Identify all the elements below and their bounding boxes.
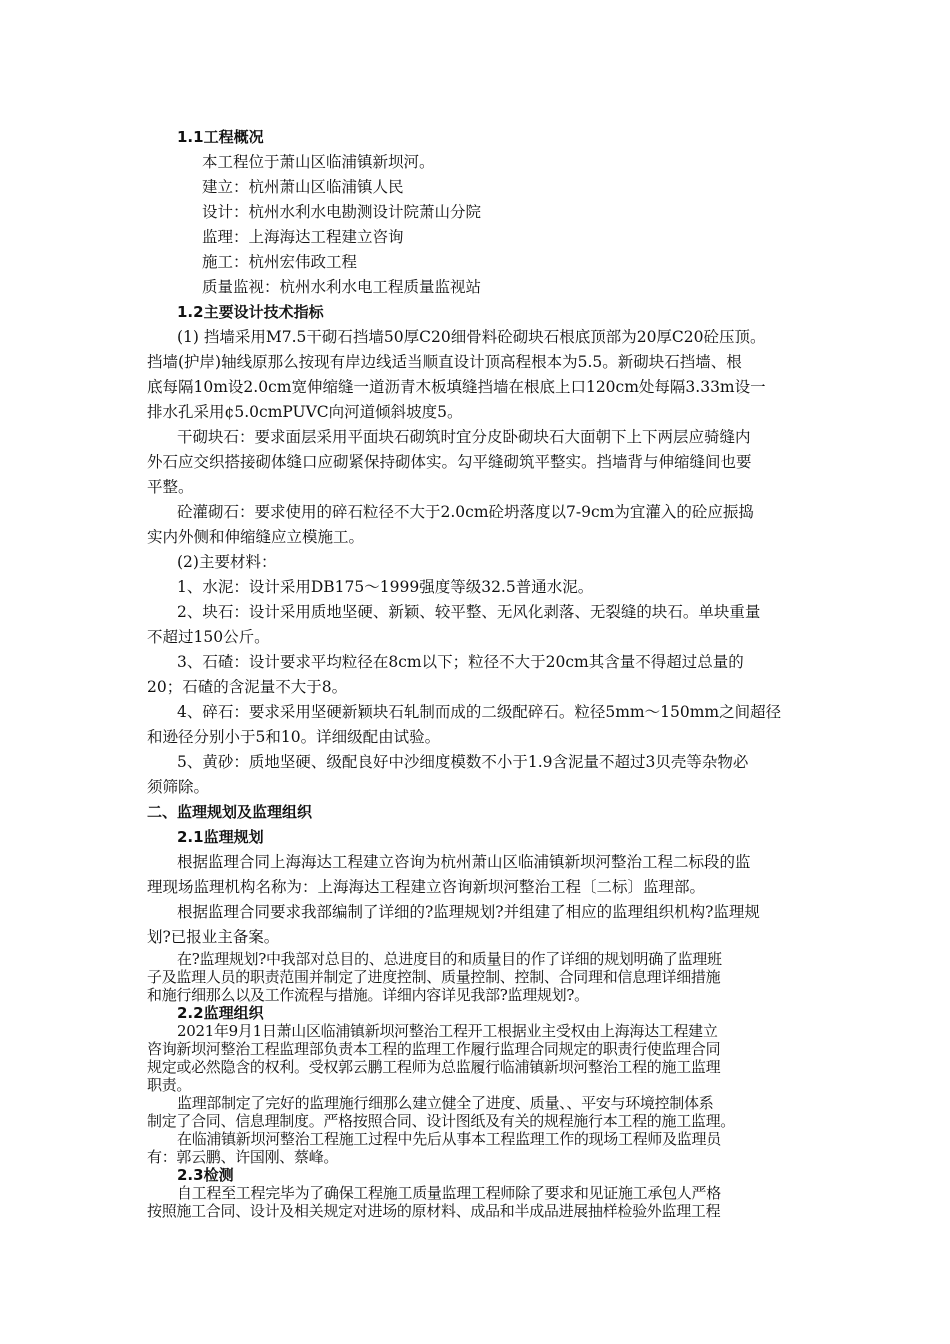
text-line: 2、块石：设计采用质地坚硬、新颖、较平整、无风化剥落、无裂缝的块石。单块重量 — [177, 603, 761, 621]
text-line: 3、石碴：设计要求平均粒径在8cm以下；粒径不大于20cm其含量不得超过总量的 — [177, 653, 744, 671]
text-line: 不超过150公斤。 — [147, 628, 270, 646]
text-line: 底每隔10m设2.0cm宽伸缩缝一道沥青木板填缝挡墙在根底上口120cm处每隔3.33m设一 — [147, 378, 766, 396]
text-line: 本工程位于萧山区临浦镇新坝河。 — [202, 153, 435, 171]
text-line: 施工：杭州宏伟政工程 — [202, 253, 358, 271]
text-line: 4、碎石：要求采用坚硬新颖块石轧制而成的二级配碎石。粒径5mm～150mm之间超径 — [177, 703, 782, 721]
text-line: 排水孔采用¢5.0cmPUVC向河道倾斜坡度5。 — [147, 403, 463, 421]
text-line: 干砌块石：要求面层采用平面块石砌筑时宜分皮卧砌块石大面朝下上下两层应骑缝内 — [177, 428, 751, 446]
text-line: 监理部制定了完好的监理施行细那么建立健全了进度、质量、、平安与环境控制体系 — [177, 1094, 714, 1112]
text-line: 根据监理合同要求我部编制了详细的?监理规划?并组建了相应的监理组织机构?监理规 — [177, 903, 760, 921]
text-line: 须筛除。 — [147, 778, 210, 796]
text-line: 在?监理规划?中我部对总目的、总进度目的和质量目的作了详细的规划明确了监理班 — [177, 950, 722, 968]
text-line: 规定或必然隐含的权利。受权郭云鹏工程师为总监履行临浦镇新坝河整治工程的施工监理 — [147, 1058, 721, 1076]
text-line: 子及监理人员的职责范围并制定了进度控制、质量控制、控制、合同理和信息理详细措施 — [147, 968, 721, 986]
text-line: 和逊径分别小于5和10。详细级配由试验。 — [147, 728, 441, 746]
text-line: 在临浦镇新坝河整治工程施工过程中先后从事本工程监理工作的现场工程师及监理员 — [177, 1130, 721, 1148]
text-line: 自工程至工程完毕为了确保工程施工质量监理工程师除了要求和见证施工承包人严格 — [177, 1184, 721, 1202]
heading-section-2: 二、监理规划及监理组织 — [147, 803, 313, 821]
text-line: 5、黄砂：质地坚硬、级配良好中沙细度模数不小于1.9含泥量不超过3贝壳等杂物必 — [177, 753, 749, 771]
text-line: (1) 挡墙采用M7.5干砌石挡墙50厚C20细骨料砼砌块石根底顶部为20厚C20砼压顶。 — [177, 328, 766, 346]
text-line: 实内外侧和伸缩缝应立模施工。 — [147, 528, 365, 546]
text-line: 平整。 — [147, 478, 194, 496]
text-line: 设计：杭州水利水电勘测设计院萧山分院 — [202, 203, 482, 221]
text-line: 制定了合同、信息理制度。严格按照合同、设计图纸及有关的规程施行本工程的施工监理。 — [147, 1112, 736, 1130]
text-line: 外石应交织搭接砌体缝口应砌紧保持砌体实。勾平缝砌筑平整实。挡墙背与伸缩缝间也要 — [147, 453, 752, 471]
heading-1-1: 1.1工程概况 — [177, 128, 264, 146]
heading-2-2: 2.2监理组织 — [177, 1004, 264, 1022]
text-line: 按照施工合同、设计及相关规定对进场的原材料、成品和半成品进展抽样检验外监理工程 — [147, 1202, 721, 1220]
text-line: 2021年9月1日萧山区临浦镇新坝河整治工程开工根据业主受权由上海海达工程建立 — [177, 1022, 718, 1040]
heading-2-3: 2.3检测 — [177, 1166, 234, 1184]
text-line: 20；石碴的含泥量不大于8。 — [147, 678, 348, 696]
text-line: 职责。 — [147, 1076, 192, 1094]
text-line: 理现场监理机构名称为：上海海达工程建立咨询新坝河整治工程〔二标〕监理部。 — [147, 878, 706, 896]
text-line: 有：郭云鹏、许国刚、蔡峰。 — [147, 1148, 339, 1166]
text-line: 挡墙(护岸)轴线原那么按现有岸边线适当顺直设计顶高程根本为5.5。新砌块石挡墙、根 — [147, 353, 742, 371]
text-line: (2)主要材料： — [177, 553, 277, 571]
text-line: 划?已报业主备案。 — [147, 928, 280, 946]
text-line: 砼灌砌石：要求使用的碎石粒径不大于2.0cm砼坍落度以7-9cm为宜灌入的砼应振捣 — [177, 503, 754, 521]
heading-2-1: 2.1监理规划 — [177, 828, 264, 846]
text-line: 1、水泥：设计采用DB175～1999强度等级32.5普通水泥。 — [177, 578, 594, 596]
text-line: 咨询新坝河整治工程监理部负责本工程的监理工作履行监理合同规定的职责行使监理合同 — [147, 1040, 721, 1058]
text-line: 建立：杭州萧山区临浦镇人民 — [202, 178, 404, 196]
text-line: 监理：上海海达工程建立咨询 — [202, 228, 404, 246]
heading-1-2: 1.2主要设计技术指标 — [177, 303, 324, 321]
text-line: 根据监理合同上海海达工程建立咨询为杭州萧山区临浦镇新坝河整治工程二标段的监 — [177, 853, 751, 871]
text-line: 和施行细那么以及工作流程与措施。详细内容详见我部?监理规划?。 — [147, 986, 589, 1004]
text-line: 质量监视：杭州水利水电工程质量监视站 — [202, 278, 482, 296]
